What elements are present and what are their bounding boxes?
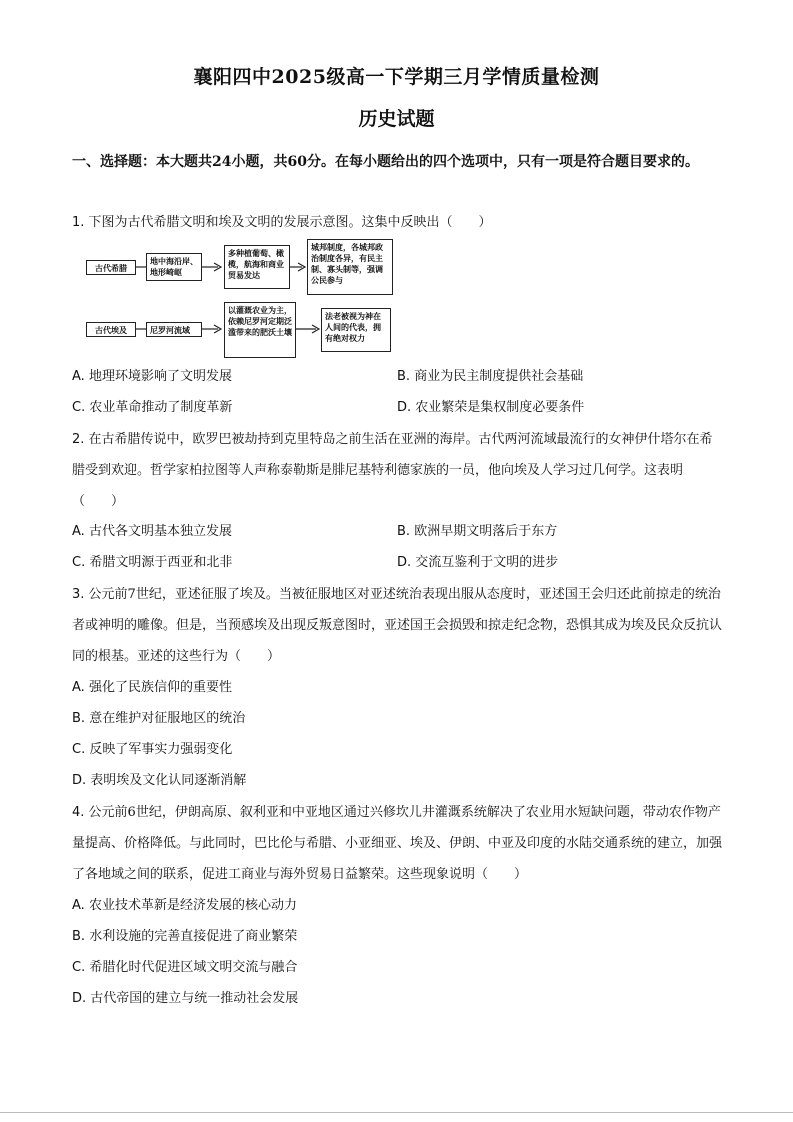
option-letter: B. [397,369,411,384]
q3-option-b[interactable] [72,709,245,729]
option-text: 表明埃及文化认同逐渐消解 [90,773,247,788]
option-letter: D. [72,773,87,788]
diagram-egypt-result: 法老被视为神在人间的代表，拥有绝对权力 [321,308,391,352]
option-letter: D. [397,400,412,415]
question-number: 4. [72,805,85,820]
diagram-egypt-label: 古代埃及 [86,322,136,337]
q4-option-b[interactable] [72,927,297,947]
q2-option-d[interactable] [397,553,558,573]
question-stem: 公元前7世纪，亚述征服了埃及。当被征服地区对亚述统治表现出服从态度时，亚述国王会归还此前掠走的统治者或神明的雕像。但是，当预感埃及出现反叛意图时，亚述国王会损毁和掠走纪念物，恐惧其成为埃及民众反抗认同的根基。亚述的这些行为（ ） [72,587,723,664]
option-letter: B. [72,929,86,944]
option-letter: D. [397,555,412,570]
q2-option-b[interactable] [397,522,557,542]
question-stem: 在古希腊传说中，欧罗巴被劫持到克里特岛之前生活在亚洲的海岸。古代两河流域最流行的女神伊什塔尔在希腊受到欢迎。哲学家柏拉图等人声称泰勒斯是腓尼基特利德家族的一员，他向埃及人学习过几何学。这表明（ ） [72,432,713,509]
option-text: 商业为民主制度提供社会基础 [414,369,584,384]
diagram-greece-label: 古代希腊 [86,260,136,275]
diagram-egypt-geo: 尼罗河流域 [146,322,202,337]
option-text: 古代帝国的建立与统一推动社会发展 [90,991,299,1006]
question-stem: 公元前6世纪，伊朗高原、叙利亚和中亚地区通过兴修坎儿井灌溉系统解决了农业用水短缺问题，带动农作物产量提高、价格降低。与此同时，巴比伦与希腊、小亚细亚、埃及、伊朗、中亚及印度的水陆交通系统的建立，加强了各地域之间的联系，促进工商业与海外贸易日益繁荣。这些现象说明（ ） [72,805,723,882]
diagram-egypt-econ: 以灌溉农业为主，依赖尼罗河定期泛滥带来的肥沃土壤 [224,302,296,358]
option-text: 农业技术革新是经济发展的核心动力 [88,898,297,913]
option-letter: C. [72,960,86,975]
exam-subtitle: 历史试题 [358,108,435,130]
section-heading: 一、选择题：本大题共24小题，共60分。在每小题给出的四个选项中，只有一项是符合题目要求的。 [72,154,699,170]
option-text: 古代各文明基本独立发展 [88,524,232,539]
q2-option-c[interactable] [72,553,232,573]
diagram-greece-econ: 多种植葡萄、橄榄，航海和商业贸易发达 [224,245,290,289]
q4-option-a[interactable] [72,896,297,916]
option-letter: A. [72,524,85,539]
option-letter: C. [72,742,86,757]
option-text: 意在维护对征服地区的统治 [89,711,246,726]
diagram-greece-result: 城邦制度，各城邦政治制度各异，有民主制、寡头制等，强调公民参与 [307,239,393,295]
option-text: 反映了军事实力强弱变化 [89,742,233,757]
q4-option-c[interactable] [72,958,297,978]
option-letter: B. [397,524,411,539]
option-text: 水利设施的完善直接促进了商业繁荣 [89,929,298,944]
question-stem: 下图为古代希腊文明和埃及文明的发展示意图。这集中反映出（ ） [88,215,492,230]
civilization-diagram [84,236,404,360]
q1-option-b[interactable] [397,367,583,387]
option-text: 地理环境影响了文明发展 [88,369,232,384]
option-letter: A. [72,898,85,913]
q1-option-c[interactable] [72,398,232,418]
option-text: 强化了民族信仰的重要性 [88,680,232,695]
option-text: 希腊文明源于西亚和北非 [89,555,233,570]
question-4 [72,797,722,890]
option-text: 农业繁荣是集权制度必要条件 [415,400,585,415]
option-letter: A. [72,680,85,695]
question-3 [72,579,722,672]
option-text: 交流互鉴利于文明的进步 [415,555,559,570]
q1-option-a[interactable] [72,367,232,387]
option-text: 农业革命推动了制度革新 [89,400,233,415]
option-letter: D. [72,991,87,1006]
option-letter: C. [72,555,86,570]
question-number: 1. [72,215,85,230]
exam-title: 襄阳四中2025级高一下学期三月学情质量检测 [193,66,600,88]
option-text: 欧洲早期文明落后于东方 [414,524,558,539]
q4-option-d[interactable] [72,989,298,1009]
q3-option-d[interactable] [72,771,246,791]
q3-option-c[interactable] [72,740,232,760]
option-letter: A. [72,369,85,384]
option-text: 希腊化时代促进区域文明交流与融合 [89,960,298,975]
question-2 [72,424,722,517]
q1-option-d[interactable] [397,398,584,418]
q3-option-a[interactable] [72,678,232,698]
page-bottom-rule [0,1112,793,1113]
option-letter: C. [72,400,86,415]
q2-option-a[interactable] [72,522,232,542]
question-number: 2. [72,432,85,447]
question-number: 3. [72,587,85,602]
question-1 [72,207,722,238]
diagram-greece-geo: 地中海沿岸、地形崎岖 [146,253,202,281]
option-letter: B. [72,711,86,726]
